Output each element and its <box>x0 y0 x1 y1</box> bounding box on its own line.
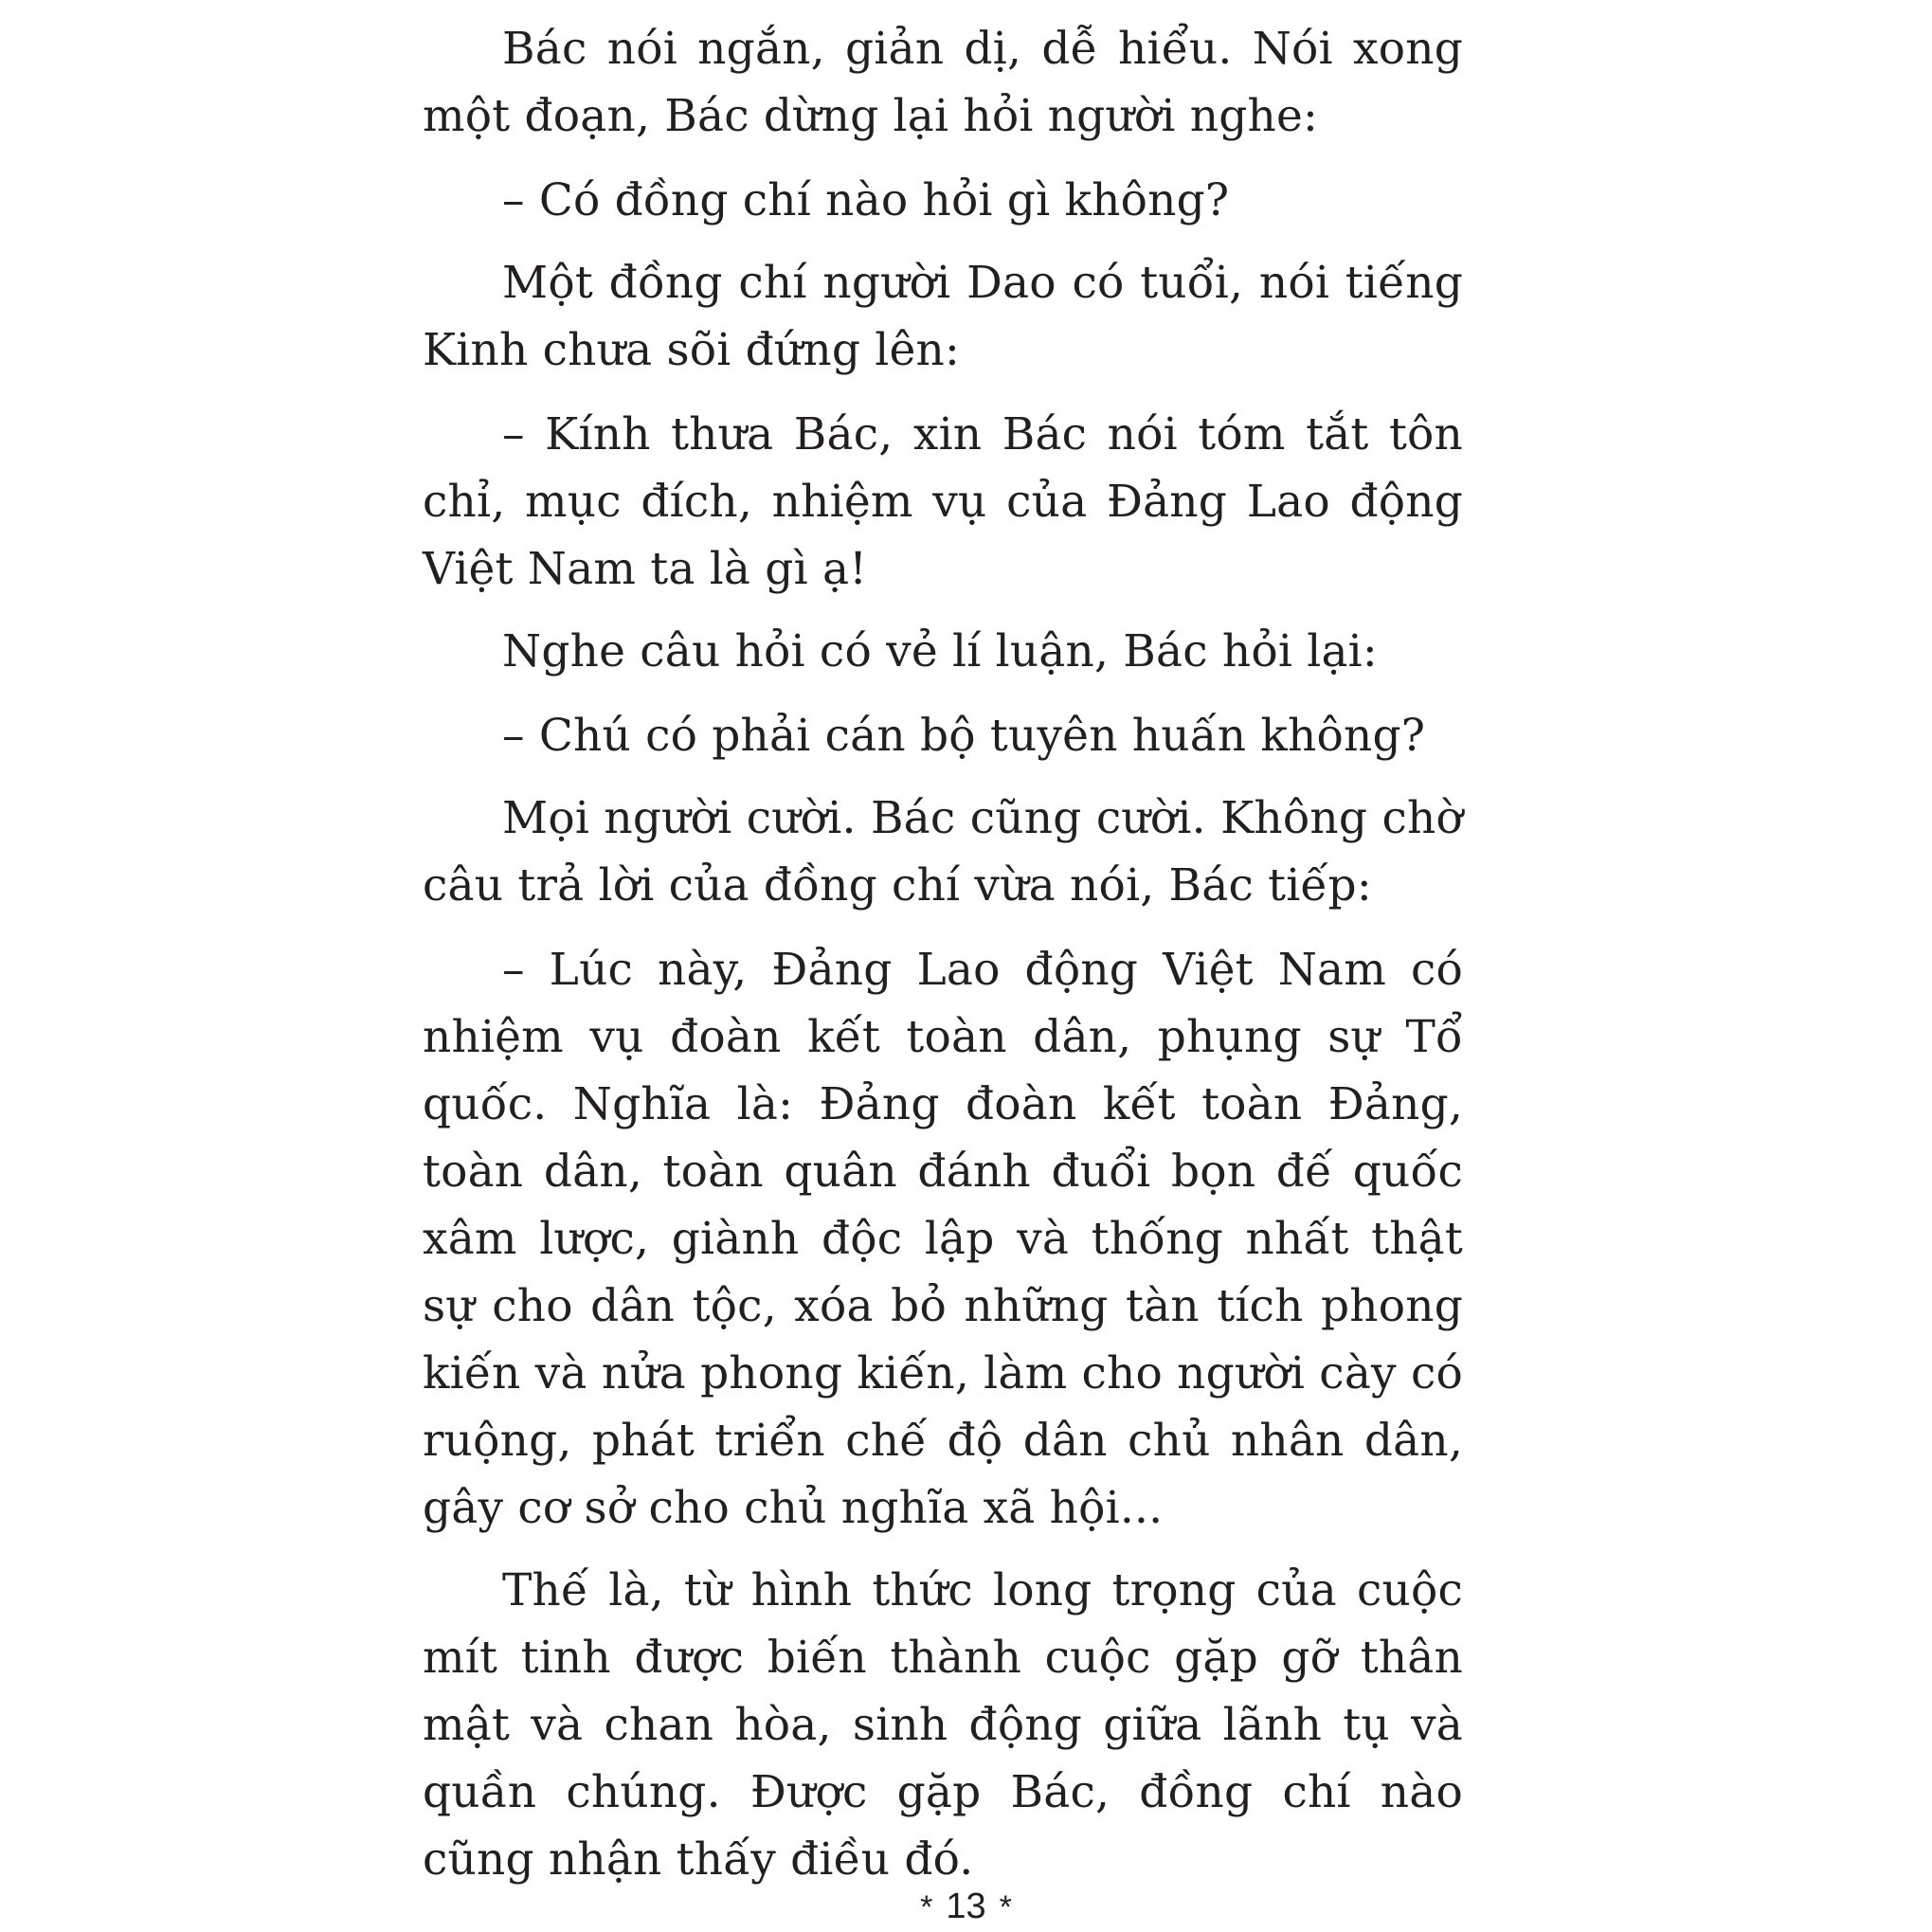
paragraph-7: Mọi người cười. Bác cũng cười. Không chờ câu trả lời của đồng chí vừa nói, Bác tiếp: <box>423 792 1463 912</box>
paragraph-2: – Có đồng chí nào hỏi gì không? <box>502 174 1230 226</box>
footer-star-left: * <box>920 1889 933 1925</box>
paragraph-1: Bác nói ngắn, giản dị, dễ hiểu. Nói xong một đoạn, Bác dừng lại hỏi người nghe: <box>423 23 1463 142</box>
page-footer <box>0 1886 1932 1928</box>
paragraph-4: – Kính thưa Bác, xin Bác nói tóm tắt tôn chỉ, mục đích, nhiệm vụ của Đảng Lao động Việt Nam ta là gì ạ! <box>423 408 1463 595</box>
paragraph-3: Một đồng chí người Dao có tuổi, nói tiếng Kinh chưa sõi đứng lên: <box>423 257 1463 376</box>
paragraph-5: Nghe câu hỏi có vẻ lí luận, Bác hỏi lại: <box>502 625 1378 677</box>
footer-star-right: * <box>999 1889 1012 1925</box>
body-text <box>423 15 1463 1910</box>
paragraph-9: Thế là, từ hình thức long trọng của cuộc mít tinh được biến thành cuộc gặp gỡ thân mật và chan hòa, sinh động giữa lãnh tụ và quần chúng. Được gặp Bác, đồng chí nào cũng nhận thấy điều đó. <box>423 1564 1463 1886</box>
paragraph-6: – Chú có phải cán bộ tuyên huấn không? <box>502 710 1426 762</box>
page-number: 13 <box>946 1887 986 1926</box>
paragraph-8: – Lúc này, Đảng Lao động Việt Nam có nhiệm vụ đoàn kết toàn dân, phụng sự Tổ quốc. Nghĩa là: Đảng đoàn kết toàn Đảng, toàn dân, toàn quân đánh đuổi bọn đế quốc xâm lược, giành độc lập và thống nhất thật sự cho dân tộc, xóa bỏ những tàn tích phong kiến và nửa phong kiến, làm cho người cày có ruộng, phát triển chế độ dân chủ nhân dân, gây cơ sở cho chủ nghĩa xã hội... <box>423 944 1463 1534</box>
